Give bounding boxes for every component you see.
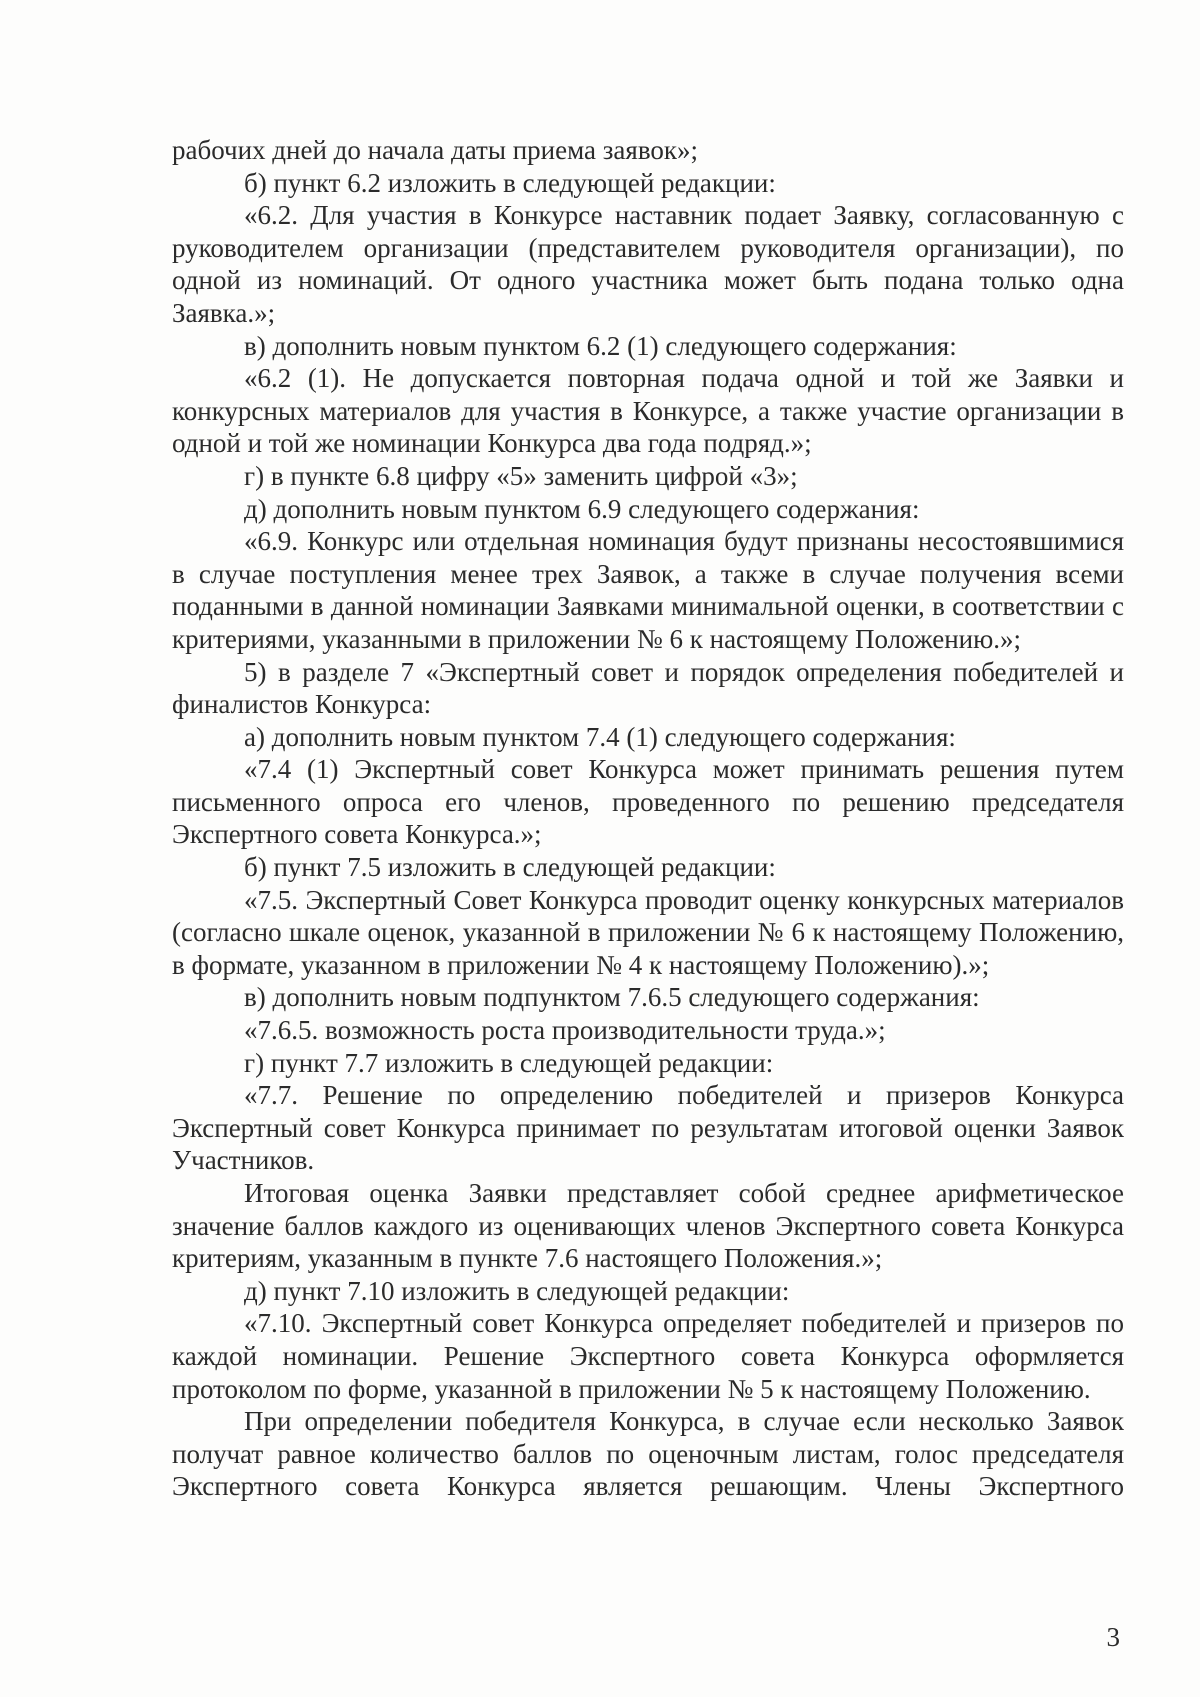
paragraph: д) дополнить новым пунктом 6.9 следующего содержания: (244, 493, 920, 524)
paragraph: г) в пункте 6.8 цифру «5» заменить цифрой «3»; (244, 460, 798, 491)
paragraph: «6.9. Конкурс или отдельная номинация будут признаны несостоявшимися в случае поступления менее трех Заявок, а также в случае получения всеми поданными в данной номинации Заявками минимальной оценки, в соответствии с критериями, указанными в приложении № 6 к настоящему Положению.»; (172, 526, 1124, 654)
paragraph: в) дополнить новым пунктом 6.2 (1) следующего содержания: (244, 330, 957, 361)
paragraph: «7.4 (1) Экспертный совет Конкурса может принимать решения путем письменного опроса его членов, проведенного по решению председателя Экспертного совета Конкурса.»; (172, 754, 1124, 850)
paragraph: «7.10. Экспертный совет Конкурса определяет победителей и призеров по каждой номинации. Решение Экспертного совета Конкурса оформляется протоколом по форме, указанной в приложении № 5 к настоящему Положению. (172, 1308, 1124, 1404)
page-number: 3 (1106, 1622, 1120, 1652)
paragraph: «6.2 (1). Не допускается повторная подача одной и той же Заявки и конкурсных материалов для участия в Конкурсе, а также участие организации в одной и той же номинации Конкурса два года подряд.»; (172, 363, 1124, 459)
paragraph: «7.5. Экспертный Совет Конкурса проводит оценку конкурсных материалов (согласно шкале оценок, указанной в приложении № 6 к настоящему Положению, в формате, указанном в приложении № 4 к настоящему Положению).»; (172, 884, 1124, 980)
paragraph: Итоговая оценка Заявки представляет собой среднее арифметическое значение баллов каждого из оценивающих членов Экспертного совета Конкурса критериям, указанным в пункте 7.6 настоящего Положения.»; (172, 1178, 1124, 1274)
paragraph: «6.2. Для участия в Конкурсе наставник подает Заявку, согласованную с руководителем организации (представителем руководителя организации), по одной из номинаций. От одного участника может быть подана только одна Заявка.»; (172, 200, 1124, 328)
paragraph: а) дополнить новым пунктом 7.4 (1) следующего содержания: (244, 721, 956, 752)
paragraph: 5) в разделе 7 «Экспертный совет и порядок определения победителей и финалистов Конкурса: (172, 656, 1124, 720)
paragraph: б) пункт 6.2 изложить в следующей редакции: (244, 167, 776, 198)
paragraph: в) дополнить новым подпунктом 7.6.5 следующего содержания: (244, 982, 980, 1013)
paragraph: При определении победителя Конкурса, в случае если несколько Заявок получат равное количество баллов по оценочным листам, голос председателя Экспертного совета Конкурса является решающим. Члены Экспертного (172, 1406, 1124, 1502)
paragraph: г) пункт 7.7 изложить в следующей редакции: (244, 1047, 774, 1078)
document-body (172, 134, 1124, 1503)
paragraph: «7.6.5. возможность роста производительности труда.»; (244, 1015, 886, 1046)
paragraph: д) пункт 7.10 изложить в следующей редакции: (244, 1275, 790, 1306)
paragraph: б) пункт 7.5 изложить в следующей редакции: (244, 852, 776, 883)
paragraph: рабочих дней до начала даты приема заявок»; (172, 135, 698, 165)
paragraph: «7.7. Решение по определению победителей и призеров Конкурса Экспертный совет Конкурса принимает по результатам итоговой оценки Заявок Участников. (172, 1080, 1124, 1176)
